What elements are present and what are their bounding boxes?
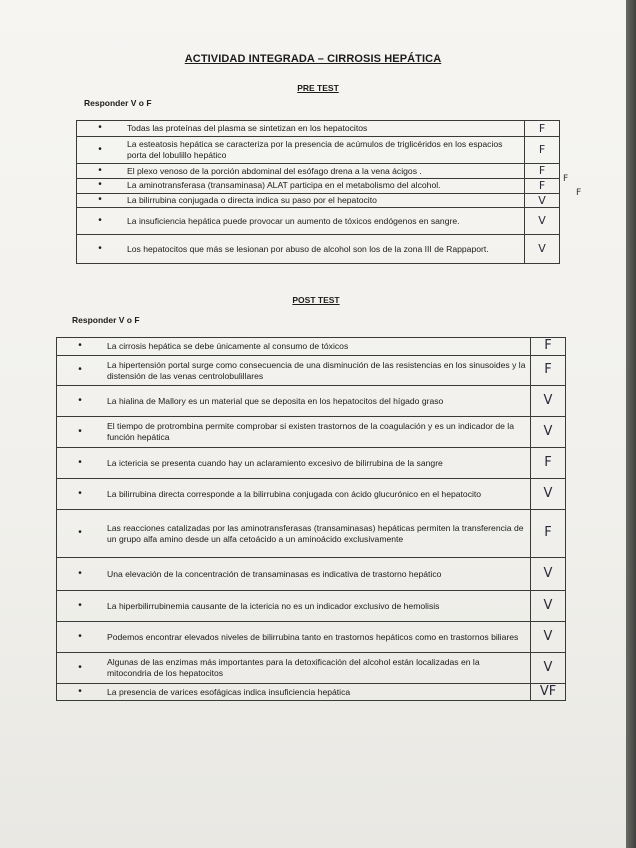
bullet: • bbox=[57, 448, 104, 479]
pre-test-instruction: Responder V o F bbox=[84, 98, 152, 108]
question-text: La cirrosis hepática se debe únicamente al consumo de tóxicos bbox=[103, 338, 531, 356]
question-text: La bilirrubina conjugada o directa indica su paso por el hepatocito bbox=[123, 193, 525, 208]
answer-mark: V bbox=[525, 235, 560, 264]
answer-mark: VF bbox=[531, 684, 566, 701]
table-row bbox=[77, 137, 560, 164]
bullet: • bbox=[77, 235, 124, 264]
answer-mark: V bbox=[525, 193, 560, 208]
table-row bbox=[77, 121, 560, 137]
question-text: La bilirrubina directa corresponde a la bilirrubina conjugada con ácido glucurónico en el hepatocito bbox=[103, 479, 531, 510]
table-row bbox=[57, 338, 566, 356]
question-text: La presencia de varices esofágicas indica insuficiencia hepática bbox=[103, 684, 531, 701]
margin-mark: F bbox=[563, 174, 569, 184]
answer-mark: V bbox=[531, 558, 566, 591]
bullet: • bbox=[57, 558, 104, 591]
answer-mark: F bbox=[525, 121, 560, 137]
table-row bbox=[57, 684, 566, 701]
bullet: • bbox=[57, 479, 104, 510]
bullet: • bbox=[57, 338, 104, 356]
answer-mark: F bbox=[525, 164, 560, 179]
bullet: • bbox=[57, 653, 104, 684]
table-row bbox=[77, 178, 560, 193]
margin-mark: F bbox=[576, 188, 582, 198]
question-text: El tiempo de protrombina permite comprobar si existen trastornos de la coagulación y es un indicador de la función hepática bbox=[103, 417, 531, 448]
bullet: • bbox=[57, 386, 104, 417]
bullet: • bbox=[57, 356, 104, 386]
pre-test-heading: PRE TEST bbox=[297, 83, 339, 93]
question-text: La hiperbilirrubinemia causante de la ictericia no es un indicador exclusivo de hemolisis bbox=[103, 591, 531, 622]
answer-mark: V bbox=[531, 653, 566, 684]
question-text: El plexo venoso de la porción abdominal del esófago drena a la vena ácigos . bbox=[123, 164, 525, 179]
bullet: • bbox=[57, 591, 104, 622]
question-text: La esteatosis hepática se caracteriza por la presencia de acúmulos de triglicéridos en los espacios porta del lobulillo hepático bbox=[123, 137, 525, 164]
post-test-instruction: Responder V o F bbox=[72, 315, 140, 325]
table-row bbox=[77, 208, 560, 235]
question-text: La hipertensión portal surge como consecuencia de una disminución de las resistencias en los sinusoides y la distensión de las venas centrolobulillares bbox=[103, 356, 531, 386]
bullet: • bbox=[57, 622, 104, 653]
table-row bbox=[57, 386, 566, 417]
bullet: • bbox=[77, 121, 124, 137]
post-test-heading: POST TEST bbox=[292, 295, 340, 305]
table-row bbox=[57, 558, 566, 591]
bullet: • bbox=[57, 417, 104, 448]
bullet: • bbox=[77, 193, 124, 208]
question-text: Podemos encontrar elevados niveles de bilirrubina tanto en trastornos hepáticos como en trastornos biliares bbox=[103, 622, 531, 653]
answer-mark: V bbox=[531, 591, 566, 622]
answer-mark: F bbox=[531, 338, 566, 356]
bullet: • bbox=[57, 684, 104, 701]
answer-mark: F bbox=[531, 510, 566, 558]
answer-mark: V bbox=[531, 386, 566, 417]
table-row bbox=[57, 653, 566, 684]
answer-mark: F bbox=[525, 178, 560, 193]
document-title: ACTIVIDAD INTEGRADA – CIRROSIS HEPÁTICA bbox=[184, 53, 442, 65]
pre-test-table bbox=[76, 120, 560, 264]
bullet: • bbox=[77, 208, 124, 235]
answer-mark: V bbox=[531, 479, 566, 510]
table-row bbox=[77, 193, 560, 208]
table-row bbox=[57, 510, 566, 558]
table-row bbox=[57, 356, 566, 386]
question-text: Las reacciones catalizadas por las aminotransferasas (transaminasas) hepáticas permiten la transferencia de un grupo alfa amino desde un alfa cetoácido a un aminoácido exclusivamente bbox=[103, 510, 531, 558]
post-test-table bbox=[56, 337, 566, 701]
bullet: • bbox=[77, 178, 124, 193]
table-row bbox=[77, 164, 560, 179]
question-text: Algunas de las enzimas más importantes para la detoxificación del alcohol están localizadas en la mitocondria de los hepatocitos bbox=[103, 653, 531, 684]
table-row bbox=[57, 591, 566, 622]
question-text: Todas las proteínas del plasma se sintetizan en los hepatocitos bbox=[123, 121, 525, 137]
answer-mark: F bbox=[531, 448, 566, 479]
question-text: Una elevación de la concentración de transaminasas es indicativa de trastorno hepático bbox=[103, 558, 531, 591]
answer-mark: F bbox=[531, 356, 566, 386]
question-text: Los hepatocitos que más se lesionan por abuso de alcohol son los de la zona III de Rappaport. bbox=[123, 235, 525, 264]
answer-mark: V bbox=[525, 208, 560, 235]
question-text: La hialina de Mallory es un material que se deposita en los hepatocitos del hígado graso bbox=[103, 386, 531, 417]
question-text: La aminotransferasa (transaminasa) ALAT participa en el metabolismo del alcohol. bbox=[123, 178, 525, 193]
bullet: • bbox=[77, 137, 124, 164]
table-row bbox=[57, 417, 566, 448]
question-text: La insuficiencia hepática puede provocar un aumento de tóxicos endógenos en sangre. bbox=[123, 208, 525, 235]
table-row bbox=[77, 235, 560, 264]
table-row bbox=[57, 479, 566, 510]
table-row bbox=[57, 448, 566, 479]
answer-mark: V bbox=[531, 622, 566, 653]
question-text: La ictericia se presenta cuando hay un aclaramiento excesivo de bilirrubina de la sangre bbox=[103, 448, 531, 479]
bullet: • bbox=[57, 510, 104, 558]
bullet: • bbox=[77, 164, 124, 179]
table-row bbox=[57, 622, 566, 653]
answer-mark: F bbox=[525, 137, 560, 164]
background-edge bbox=[626, 0, 636, 848]
answer-mark: V bbox=[531, 417, 566, 448]
